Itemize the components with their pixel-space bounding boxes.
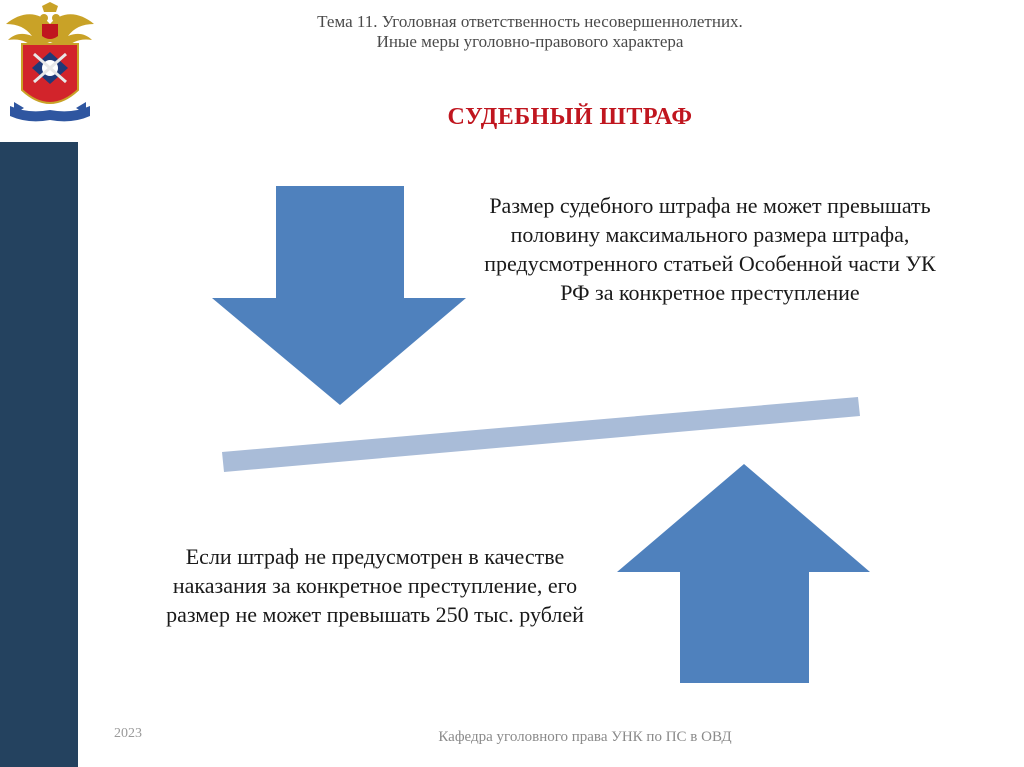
footer-department: Кафедра уголовного права УНК по ПС в ОВД	[438, 729, 732, 745]
header-line-1: Тема 11. Уголовная ответственность несовершеннолетних.	[317, 12, 743, 31]
slide-title: СУДЕБНЫЙ ШТРАФ	[447, 104, 693, 130]
footer-year: 2023	[114, 726, 142, 741]
balance-beam	[222, 397, 860, 472]
header-line-2: Иные меры уголовно-правового характера	[376, 32, 684, 51]
down-arrow-shape	[212, 186, 466, 405]
up-arrow-shape	[617, 464, 870, 683]
max-fine-text: Размер судебного штрафа не может превышать половину максимального размера штрафа, предусмотренного статьей Особенной части УК РФ за конкретное преступление	[484, 193, 936, 305]
fine-limit-text: Если штраф не предусмотрен в качестве наказания за конкретное преступление, его размер не может превышать 250 тыс. рублей	[166, 544, 584, 627]
